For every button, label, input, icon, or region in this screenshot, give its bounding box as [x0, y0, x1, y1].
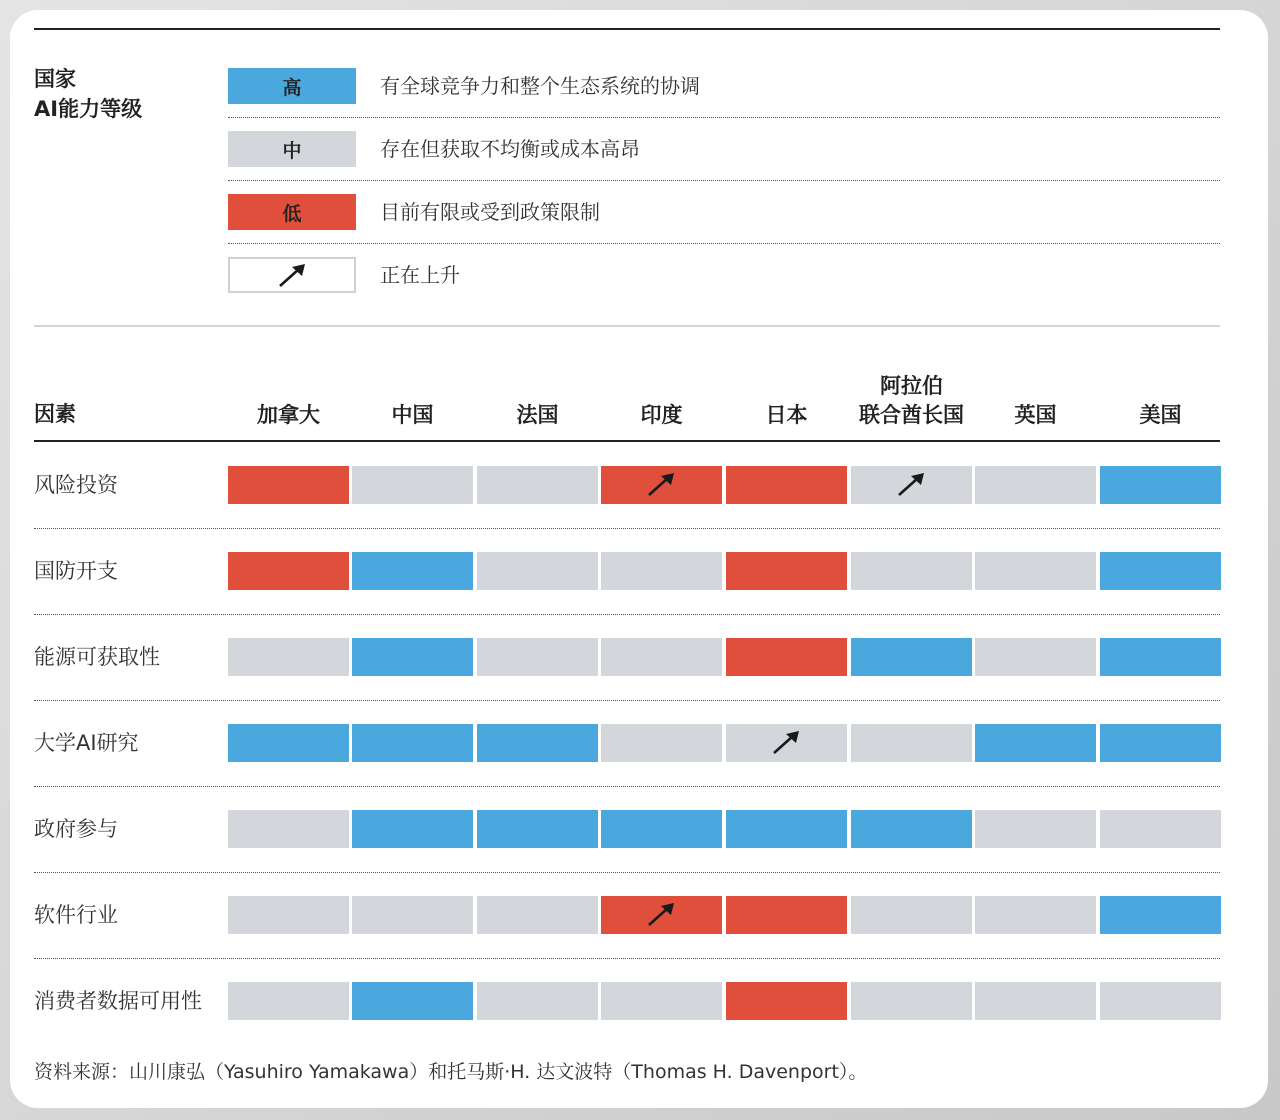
level-cell-high	[1100, 896, 1221, 934]
top-rule	[34, 28, 1220, 30]
level-cell-medium	[975, 810, 1096, 848]
rising-arrow-icon	[896, 472, 926, 498]
level-cell-medium	[975, 466, 1096, 504]
level-cell-medium	[477, 638, 598, 676]
factor-row	[34, 528, 1220, 615]
level-cell-high	[726, 810, 847, 848]
country-header: 日本	[765, 403, 808, 427]
level-cell-high	[352, 982, 473, 1020]
level-cell-medium	[726, 724, 847, 762]
level-cell-medium	[477, 466, 598, 504]
factor-label: 能源可获取性	[34, 645, 160, 669]
factor-row	[34, 958, 1220, 1044]
chart-card	[10, 10, 1268, 1108]
level-cell-medium	[851, 466, 972, 504]
level-cell-high	[352, 810, 473, 848]
level-cell-high	[1100, 552, 1221, 590]
level-cell-medium	[477, 982, 598, 1020]
level-cell-low	[601, 896, 722, 934]
legend-swatch-rising	[228, 257, 356, 293]
factor-row	[34, 872, 1220, 959]
level-cell-high	[975, 724, 1096, 762]
level-cell-high	[352, 724, 473, 762]
legend-swatch-medium: 中	[228, 131, 356, 167]
source-note: 资料来源：山川康弘（Yasuhiro Yamakawa）和托马斯·H. 达文波特（Thomas H. Davenport）。	[34, 1061, 868, 1083]
level-cell-medium	[228, 982, 349, 1020]
legend-item-low	[228, 180, 1220, 244]
level-cell-medium	[851, 982, 972, 1020]
factor-label: 政府参与	[34, 817, 118, 841]
rising-arrow-icon	[646, 472, 676, 498]
chart-content	[34, 10, 1220, 1108]
country-header: 法国	[516, 403, 559, 427]
legend-item-medium	[228, 117, 1220, 181]
level-cell-low	[228, 552, 349, 590]
legend-description: 目前有限或受到政策限制	[380, 200, 600, 224]
level-cell-medium	[228, 896, 349, 934]
level-cell-low	[726, 466, 847, 504]
level-cell-high	[1100, 638, 1221, 676]
level-cell-low	[726, 638, 847, 676]
factor-row	[34, 442, 1220, 529]
level-cell-medium	[228, 810, 349, 848]
level-cell-medium	[851, 552, 972, 590]
factor-row	[34, 786, 1220, 873]
legend-description: 存在但获取不均衡或成本高昂	[380, 137, 640, 161]
level-cell-medium	[1100, 982, 1221, 1020]
factor-label: 国防开支	[34, 559, 118, 583]
country-header: 加拿大	[257, 403, 320, 427]
level-cell-high	[352, 552, 473, 590]
legend-description: 有全球竞争力和整个生态系统的协调	[380, 74, 700, 98]
level-cell-high	[1100, 724, 1221, 762]
level-cell-high	[601, 810, 722, 848]
level-cell-high	[477, 810, 598, 848]
legend-item-rising	[228, 243, 1220, 306]
factor-row	[34, 614, 1220, 701]
level-cell-medium	[975, 982, 1096, 1020]
level-cell-medium	[228, 638, 349, 676]
level-cell-medium	[851, 896, 972, 934]
level-cell-medium	[1100, 810, 1221, 848]
factor-row	[34, 700, 1220, 787]
country-header: 阿拉伯 联合酋长国	[859, 374, 964, 427]
factor-label: 大学AI研究	[34, 731, 139, 755]
factor-label: 软件行业	[34, 903, 118, 927]
level-cell-high	[352, 638, 473, 676]
country-header: 印度	[640, 403, 683, 427]
rising-arrow-icon	[771, 730, 801, 756]
legend-divider	[34, 325, 1220, 327]
arrow-up-right-icon	[277, 263, 307, 289]
level-cell-medium	[975, 638, 1096, 676]
level-cell-high	[1100, 466, 1221, 504]
level-cell-medium	[975, 552, 1096, 590]
level-cell-low	[726, 552, 847, 590]
level-cell-low	[726, 982, 847, 1020]
factor-label: 消费者数据可用性	[34, 989, 202, 1013]
level-cell-high	[228, 724, 349, 762]
level-cell-medium	[601, 724, 722, 762]
level-cell-low	[726, 896, 847, 934]
rising-arrow-icon	[646, 902, 676, 928]
factor-label: 风险投资	[34, 473, 118, 497]
level-cell-high	[477, 724, 598, 762]
legend-title: 国家 AI能力等级	[34, 67, 143, 121]
legend-item-high	[228, 54, 1220, 118]
country-header: 美国	[1139, 403, 1182, 427]
level-cell-medium	[851, 724, 972, 762]
legend-swatch-low: 低	[228, 194, 356, 230]
factor-column-header: 因素	[34, 402, 76, 426]
level-cell-medium	[975, 896, 1096, 934]
level-cell-high	[851, 638, 972, 676]
level-cell-high	[851, 810, 972, 848]
level-cell-medium	[601, 982, 722, 1020]
country-header: 中国	[391, 403, 434, 427]
level-cell-low	[228, 466, 349, 504]
legend-swatch-high: 高	[228, 68, 356, 104]
country-header: 英国	[1014, 403, 1057, 427]
level-cell-medium	[601, 638, 722, 676]
level-cell-low	[601, 466, 722, 504]
level-cell-medium	[352, 466, 473, 504]
level-cell-medium	[601, 552, 722, 590]
legend-description: 正在上升	[380, 263, 460, 287]
level-cell-medium	[477, 896, 598, 934]
level-cell-medium	[352, 896, 473, 934]
level-cell-medium	[477, 552, 598, 590]
